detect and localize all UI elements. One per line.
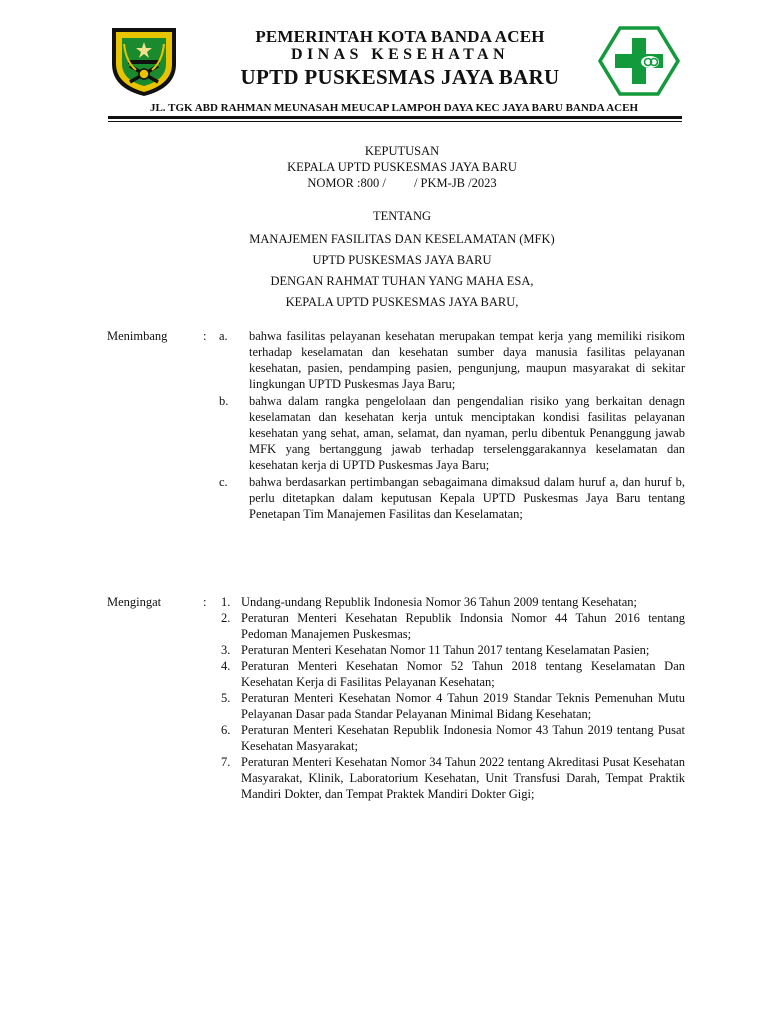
list-item [219, 610, 685, 642]
item-marker: 3. [221, 643, 231, 657]
item-text: Peraturan Menteri Kesehatan Nomor 11 Tahun 2017 tentang Keselamatan Pasien; [241, 643, 650, 657]
section-label: Menimbang [107, 329, 168, 343]
menimbang-list [219, 328, 685, 523]
item-marker: 1. [221, 595, 231, 609]
item-marker: 6. [221, 723, 231, 737]
list-item [219, 658, 685, 690]
list-item [219, 754, 685, 802]
item-text: bahwa dalam rangka pengelolaan dan pengendalian risiko yang berkaitan denagn keselamatan dan kesehatan kerja untuk menciptakan kondisi fasilitas pelayanan kesehatan yang sehat, aman, selamat, dan nyaman, perlu dibentuk Penanggung jawab MFK yang bertanggung jawab terhadap terselenggarakannya keselamatan dan kesehatan kerja di UPTD Puskesmas Jaya Baru; [249, 394, 685, 472]
item-text: Undang-undang Republik Indonesia Nomor 36 Tahun 2009 tentang Kesehatan; [241, 595, 638, 609]
section-label: Mengingat [107, 595, 162, 609]
item-marker: c. [219, 475, 228, 489]
doc-type: KEPUTUSAN [364, 144, 440, 158]
government-name: PEMERINTAH KOTA BANDA ACEH [255, 27, 545, 46]
list-item [219, 722, 685, 754]
agency-name: DINAS KESEHATAN [291, 46, 509, 63]
item-marker: 7. [221, 755, 231, 769]
section-colon: : [203, 595, 207, 609]
item-text: Peraturan Menteri Kesehatan Nomor 34 Tahun 2022 tentang Akreditasi Pusat Kesehatan Masyarakat, Klinik, Laboratorium Kesehatan, Unit Transfusi Darah, Tempat Praktik Mandiri Dokter, dan Tempat Praktek Mandiri Dokter Gigi; [241, 755, 685, 801]
item-marker: 2. [221, 611, 231, 625]
header-rule-thick [108, 116, 682, 119]
institution-name: UPTD PUSKESMAS JAYA BARU [240, 65, 560, 89]
item-marker: b. [219, 394, 229, 408]
decree-title-block [100, 143, 704, 313]
list-item [219, 642, 685, 658]
puskesmas-cross-icon [598, 26, 680, 96]
item-marker: 4. [221, 659, 231, 673]
item-text: Peraturan Menteri Kesehatan Republik Indonesia Nomor 43 Tahun 2019 tentang Pusat Kesehatan Masyarakat; [241, 723, 685, 753]
list-item [219, 594, 685, 610]
address-line: JL. TGK ABD RAHMAN MEUNASAH MEUCAP LAMPOH DAYA KEC JAYA BARU BANDA ACEH [149, 102, 639, 114]
item-text: bahwa fasilitas pelayanan kesehatan merupakan tempat kerja yang memiliki risikom terhadap keselamatan dan kesehatan sumber daya manusia fasilitas pelayanan kesehatan, pasien, pendamping pasien, pengunjung, maupun masyarakat di sekitar lingkungan UPTD Puskesmas Jaya Baru; [249, 329, 685, 391]
signatory-line: KEPALA UPTD PUSKESMAS JAYA BARU, [285, 295, 519, 309]
city-crest-icon [106, 24, 182, 98]
letterhead-title [190, 28, 610, 90]
unit-name: UPTD PUSKESMAS JAYA BARU [312, 253, 492, 267]
item-text: Peraturan Menteri Kesehatan Nomor 52 Tahun 2018 tentang Keselamatan Dan Kesehatan Kerja di Fasilitas Pelayanan Kesehatan; [241, 659, 685, 689]
item-text: Peraturan Menteri Kesehatan Republik Indonsia Nomor 44 Tahun 2016 tentang Pedoman Manajemen Puskesmas; [241, 611, 685, 641]
mengingat-list [219, 594, 685, 802]
list-item [219, 690, 685, 722]
decree-number: NOMOR :800 / / PKM-JB /2023 [307, 176, 497, 190]
issuer: KEPALA UPTD PUSKESMAS JAYA BARU [287, 160, 517, 174]
item-text: bahwa berdasarkan pertimbangan sebagaimana dimaksud dalam huruf a, dan huruf b, perlu ditetapkan dalam keputusan Kepala UPTD Puskesmas Jaya Baru tentang Penetapan Tim Manajemen Fasilitas dan Keselamatan; [249, 475, 685, 521]
decree-subject: MANAJEMEN FASILITAS DAN KESELAMATAN (MFK) [249, 232, 555, 246]
item-text: Peraturan Menteri Kesehatan Nomor 4 Tahun 2019 Standar Teknis Pemenuhan Mutu Pelayanan Dasar pada Standar Pelayanan Minimal Bidang Kesehatan; [241, 691, 685, 721]
list-item [219, 328, 685, 392]
blessing-line: DENGAN RAHMAT TUHAN YANG MAHA ESA, [270, 274, 534, 288]
list-item [219, 393, 685, 473]
list-item [219, 474, 685, 522]
header-rule-thin [108, 121, 682, 122]
item-marker: 5. [221, 691, 231, 705]
item-marker: a. [219, 329, 228, 343]
section-colon: : [203, 329, 207, 343]
about-label: TENTANG [372, 209, 431, 223]
